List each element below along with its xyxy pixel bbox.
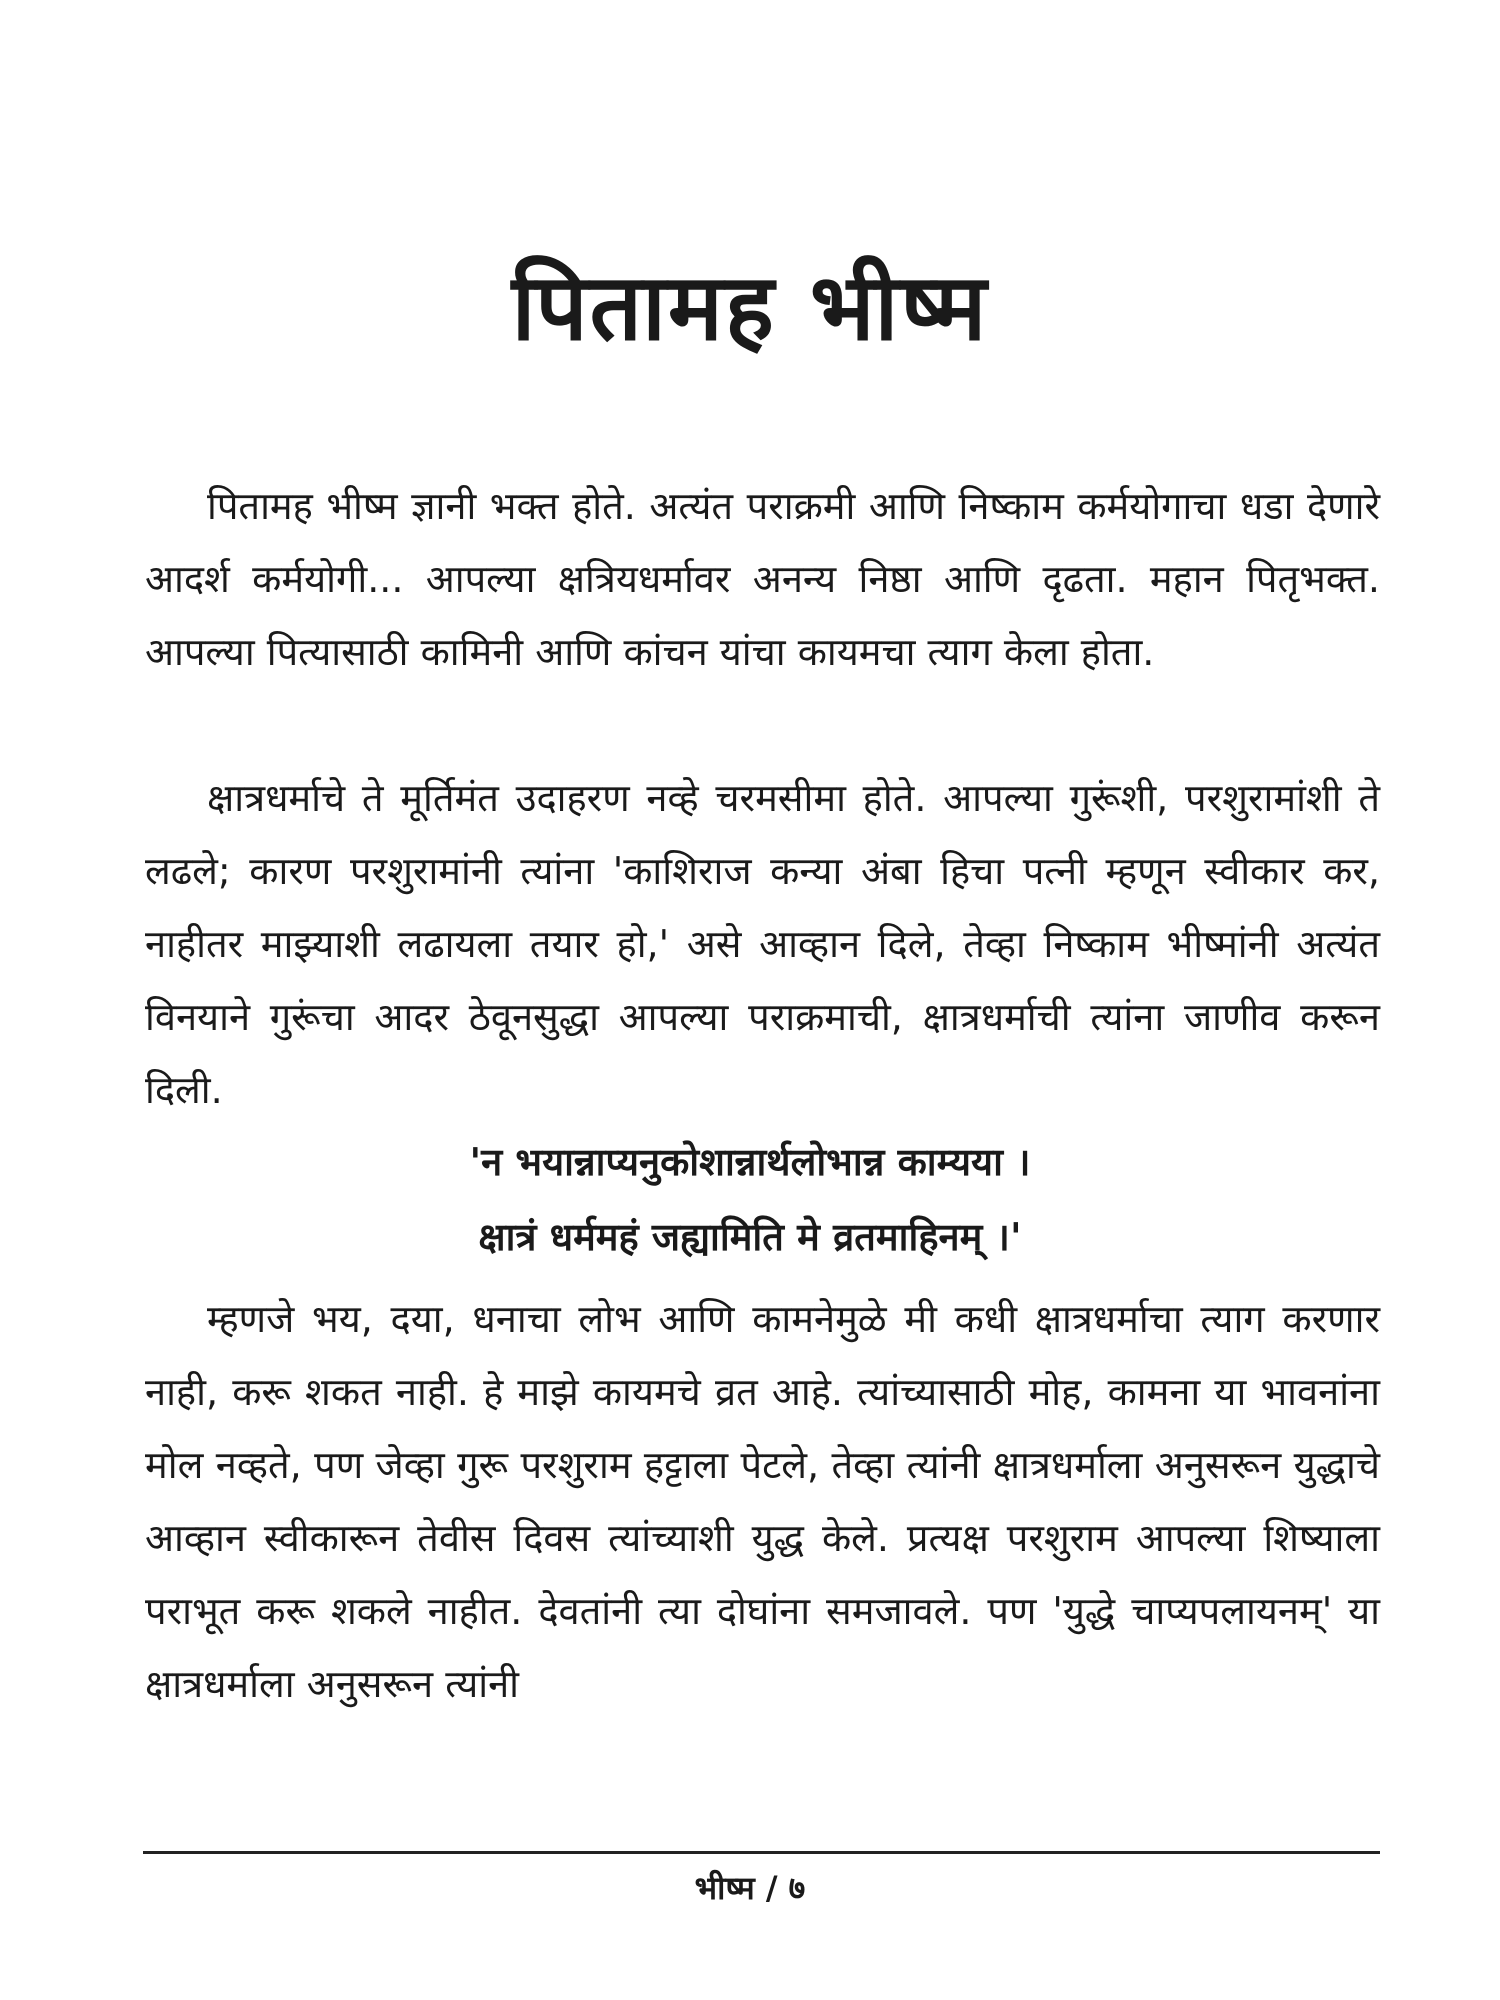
chapter-title: पितामह भीष्म [511,254,989,361]
sanskrit-verse-line: क्षात्रं धर्ममहं जह्यामिति मे व्रतमाहिनम् ।' [478,1215,1022,1259]
paragraph: क्षात्रधर्माचे ते मूर्तिमंत उदाहरण नव्हे चरमसीमा होते. आपल्या गुरूंशी, परशुरामांशी ते लढले; कारण परशुरामांनी त्यांना 'काशिराज कन्या अंबा हिचा पत्नी म्हणून स्वीकार कर, नाहीतर माझ्याशी लढायला तयार हो,' असे आव्हान दिले, तेव्हा निष्काम भीष्मांनी अत्यंत विनयाने गुरूंचा आदर ठेवूनसुद्धा आपल्या पराक्रमाची, क्षात्रधर्माची त्यांना जाणीव करून दिली. [145,776,1380,1112]
page-footer: भीष्म / ७ [694,1869,806,1907]
sanskrit-verse-line: 'न भयान्नाप्यनुकोशान्नार्थलोभान्न काम्यया । [469,1140,1031,1184]
paragraph-block [145,1283,1380,1721]
paragraph: म्हणजे भय, दया, धनाचा लोभ आणि कामनेमुळे मी कधी क्षात्रधर्माचा त्याग करणार नाही, करू शकत नाही. हे माझे कायमचे व्रत आहे. त्यांच्यासाठी मोह, कामना या भावनांना मोल नव्हते, पण जेव्हा गुरू परशुराम हट्टाला पेटले, तेव्हा त्यांनी क्षात्रधर्माला अनुसरून युद्धाचे आव्हान स्वीकारून तेवीस दिवस त्यांच्याशी युद्ध केले. प्रत्यक्ष परशुराम आपल्या शिष्याला पराभूत करू शकले नाहीत. देवतांनी त्या दोघांना समजावले. पण 'युद्धे चाप्यपलायनम्' या क्षात्रधर्माला अनुसरून त्यांनी [145,1297,1380,1706]
paragraph-block [145,762,1380,1127]
footer-divider [143,1851,1380,1854]
paragraph: पितामह भीष्म ज्ञानी भक्त होते. अत्यंत पराक्रमी आणि निष्काम कर्मयोगाचा धडा देणारे आदर्श कर्मयोगी... आपल्या क्षत्रियधर्मावर अनन्य निष्ठा आणि दृढता. महान पितृभक्त. आपल्या पित्यासाठी कामिनी आणि कांचन यांचा कायमचा त्याग केला होता. [145,484,1380,674]
paragraph-block [145,470,1380,689]
